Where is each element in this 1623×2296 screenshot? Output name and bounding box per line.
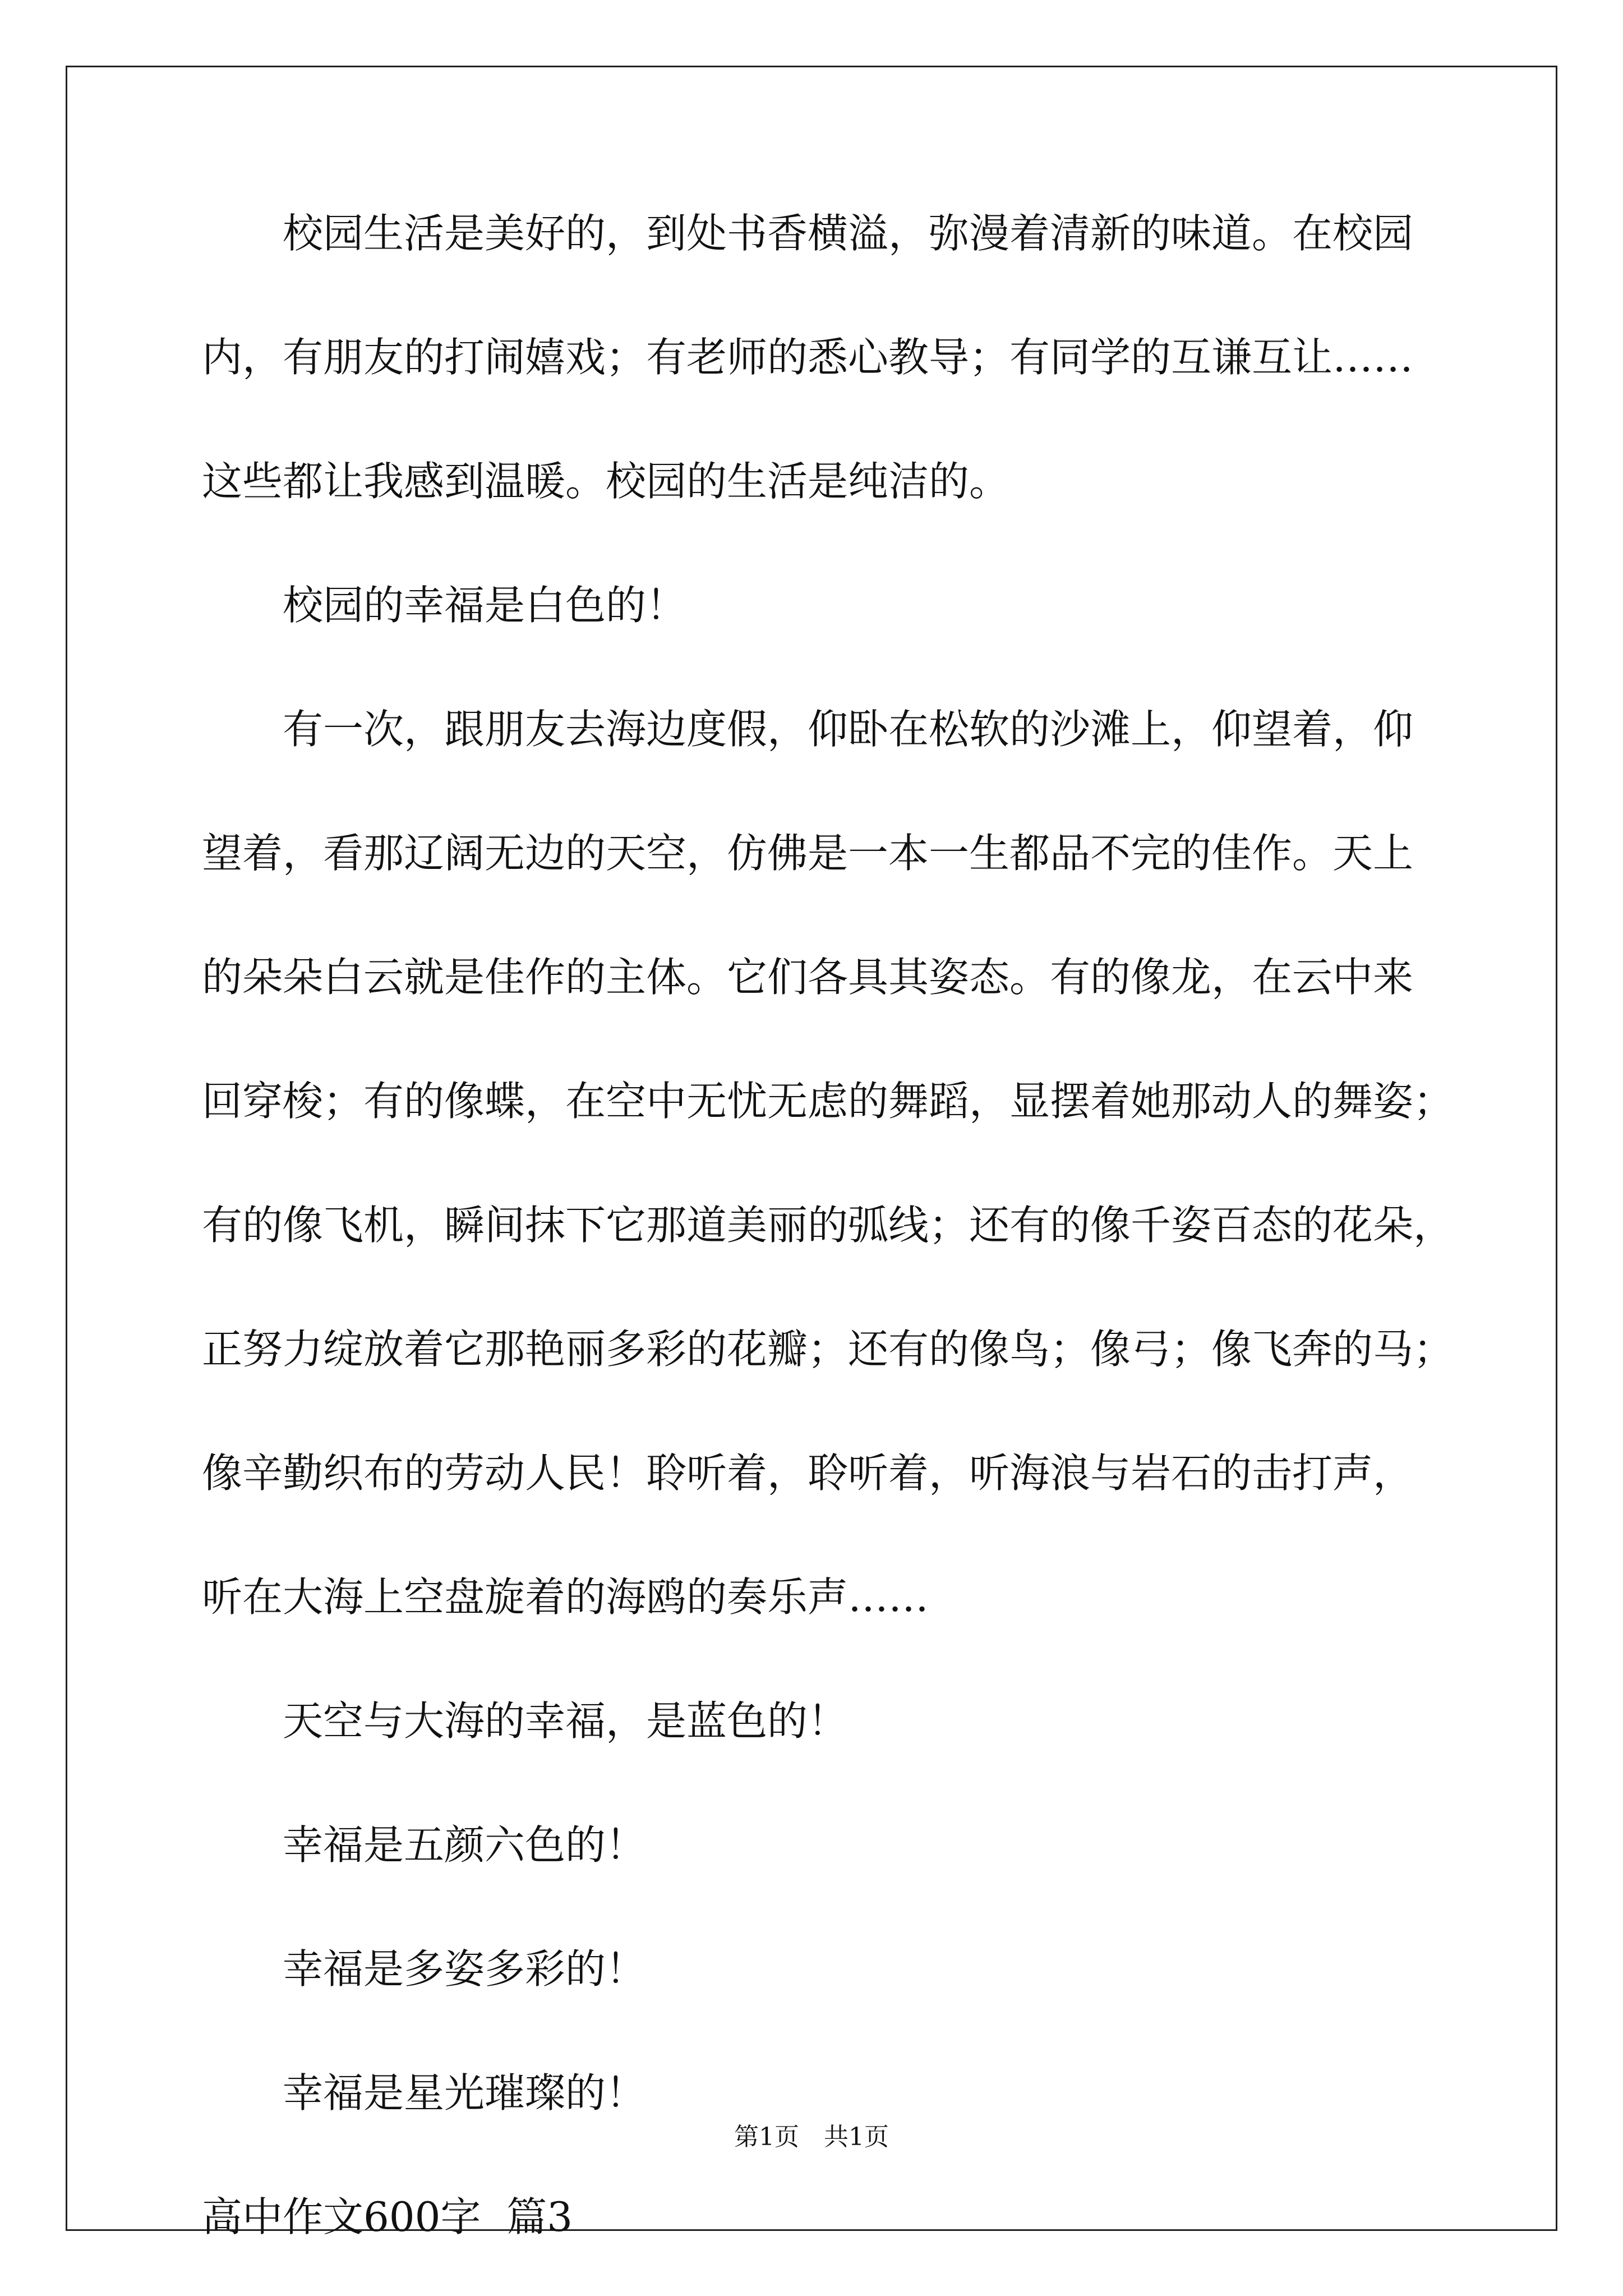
- document-body: [202, 210, 1454, 2240]
- section-heading: 高中作文600字 篇3: [202, 2193, 573, 2240]
- text-line: 天空与大海的幸福，是蓝色的！: [283, 1697, 849, 1745]
- paragraph: [202, 1945, 1436, 1993]
- page-total: 共1页: [824, 2123, 889, 2151]
- text-line: 校园的幸福是白色的！: [283, 582, 687, 629]
- paragraph: [202, 210, 1436, 505]
- text-line: 幸福是多姿多彩的！: [283, 1945, 647, 1993]
- paragraph: [202, 706, 1454, 1621]
- text-line: 幸福是星光璀璨的！: [283, 2069, 647, 2116]
- text-line: 望着，看那辽阔无边的天空，仿佛是一本一生都品不完的佳作。天上: [202, 830, 1414, 877]
- text-line: 正努力绽放着它那艳丽多彩的花瓣；还有的像鸟；像弓；像飞奔的马；: [202, 1326, 1454, 1373]
- page-footer: [0, 2125, 1623, 2150]
- text-line: 回穿梭；有的像蝶，在空中无忧无虑的舞蹈，显摆着她那动人的舞姿；: [202, 1078, 1454, 1125]
- text-line: 有的像飞机，瞬间抹下它那道美丽的弧线；还有的像千姿百态的花朵，: [202, 1202, 1454, 1249]
- text-line: 校园生活是美好的，到处书香横溢，弥漫着清新的味道。在校园: [283, 210, 1414, 257]
- paragraph: [202, 2069, 1436, 2116]
- text-line: 的朵朵白云就是佳作的主体。它们各具其姿态。有的像龙，在云中来: [202, 954, 1414, 1001]
- text-line: 幸福是五颜六色的！: [283, 1821, 647, 1869]
- text-line: 像辛勤织布的劳动人民！聆听着，聆听着，听海浪与岩石的击打声，: [202, 1450, 1414, 1497]
- text-line: 内，有朋友的打闹嬉戏；有老师的悉心教导；有同学的互谦互让……: [202, 334, 1414, 381]
- page-number: 第1页: [734, 2123, 799, 2151]
- text-line: 有一次，跟朋友去海边度假，仰卧在松软的沙滩上，仰望着，仰: [283, 706, 1414, 753]
- paragraph: [202, 1697, 1436, 1745]
- paragraph: [202, 582, 1436, 629]
- text-line: 听在大海上空盘旋着的海鸥的奏乐声……: [202, 1573, 929, 1621]
- text-line: 这些都让我感到温暖。校园的生活是纯洁的。: [202, 458, 1010, 505]
- paragraph: [202, 1821, 1436, 1869]
